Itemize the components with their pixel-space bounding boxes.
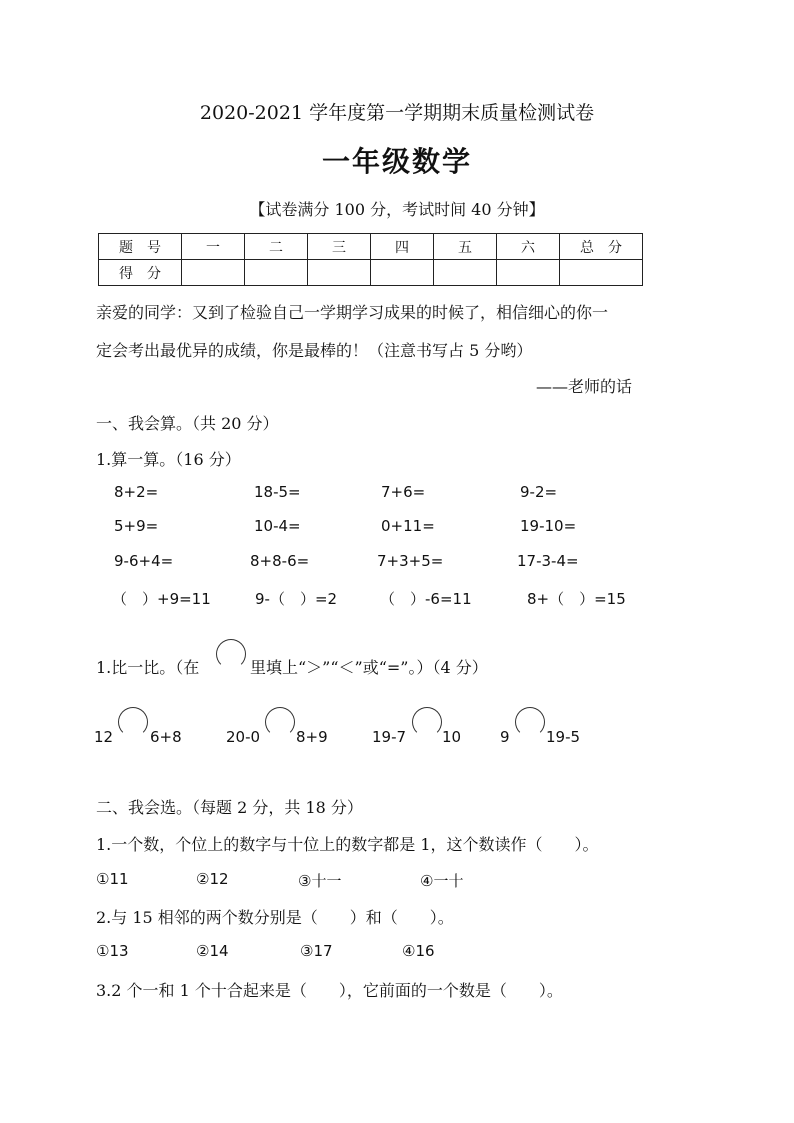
calc-item[interactable]: 17-3-4= (517, 552, 579, 570)
question-2-title-b: 里填上“＞”“＜”或“=”。）（4 分） (250, 658, 488, 677)
score-table-cell: 题 号 (99, 234, 182, 260)
fill-blank-item[interactable]: 9-（ ）=2 (255, 590, 338, 608)
choice-option[interactable]: ①11 (96, 870, 129, 888)
calc-item[interactable]: 18-5= (254, 483, 301, 501)
calc-item[interactable]: 19-10= (520, 517, 577, 535)
compare-left: 20-0 (226, 728, 261, 746)
choice-question-2: 2.与 15 相邻的两个数分别是（ ）和（ ）。 (96, 908, 454, 927)
intro-line-2: 定会考出最优异的成绩，你是最棒的！（注意书写占 5 分哟） (96, 341, 533, 360)
score-table-cell: 总 分 (560, 234, 643, 260)
score-table-header-row (99, 234, 643, 260)
calc-item[interactable]: 7+3+5= (377, 552, 444, 570)
calc-item[interactable]: 7+6= (381, 483, 426, 501)
question-2-title-a: 1.比一比。（在 (96, 658, 200, 677)
section-1-heading: 一、我会算。（共 20 分） (96, 414, 279, 433)
choice-question-3: 3.2 个一和 1 个十合起来是（ ），它前面的一个数是（ ）。 (96, 981, 563, 1000)
score-entry-cell[interactable] (182, 260, 245, 286)
score-entry-cell[interactable] (560, 260, 643, 286)
score-entry-cell[interactable] (245, 260, 308, 286)
calc-item[interactable]: 0+11= (381, 517, 435, 535)
intro-line-1: 亲爱的同学：又到了检验自己一学期学习成果的时候了，相信细心的你一 (96, 303, 609, 322)
compare-right: 19-5 (546, 728, 581, 746)
score-table-cell: 五 (434, 234, 497, 260)
choice-option[interactable]: ②14 (196, 942, 229, 960)
compare-circle[interactable] (515, 707, 545, 737)
fill-blank-item[interactable]: （ ）-6=11 (380, 590, 472, 608)
compare-right: 10 (442, 728, 462, 746)
compare-left: 9 (500, 728, 510, 746)
score-table-cell: 得 分 (99, 260, 182, 286)
score-table-cell: 二 (245, 234, 308, 260)
exam-note: 【试卷满分 100 分，考试时间 40 分钟】 (249, 200, 545, 219)
score-table-cell: 四 (371, 234, 434, 260)
score-table-cell: 六 (497, 234, 560, 260)
choice-option[interactable]: ③17 (300, 942, 333, 960)
score-table (98, 233, 643, 286)
calc-item[interactable]: 10-4= (254, 517, 301, 535)
choice-option[interactable]: ③十一 (298, 872, 342, 890)
calc-item[interactable]: 8+2= (114, 483, 159, 501)
choice-option[interactable]: ④一十 (420, 872, 464, 890)
score-table-cell: 一 (182, 234, 245, 260)
choice-question-1: 1.一个数，个位上的数字与十位上的数字都是 1，这个数读作（ ）。 (96, 835, 599, 854)
compare-right: 6+8 (150, 728, 182, 746)
calc-item[interactable]: 8+8-6= (250, 552, 310, 570)
compare-circle[interactable] (412, 707, 442, 737)
score-table-score-row (99, 260, 643, 286)
circle-blank-icon (216, 639, 246, 669)
intro-signature: ——老师的话 (536, 377, 633, 396)
compare-circle[interactable] (118, 707, 148, 737)
score-entry-cell[interactable] (434, 260, 497, 286)
score-entry-cell[interactable] (371, 260, 434, 286)
section-2-heading: 二、我会选。（每题 2 分，共 18 分） (96, 798, 363, 817)
compare-left: 19-7 (372, 728, 407, 746)
score-entry-cell[interactable] (308, 260, 371, 286)
calc-item[interactable]: 9-6+4= (114, 552, 174, 570)
exam-title: 2020-2021 学年度第一学期期末质量检测试卷 (199, 102, 595, 124)
choice-option[interactable]: ②12 (196, 870, 229, 888)
score-table-cell: 三 (308, 234, 371, 260)
compare-left: 12 (94, 728, 114, 746)
compare-circle[interactable] (265, 707, 295, 737)
fill-blank-item[interactable]: （ ）+9=11 (112, 590, 211, 608)
compare-right: 8+9 (296, 728, 328, 746)
calc-item[interactable]: 5+9= (114, 517, 159, 535)
score-entry-cell[interactable] (497, 260, 560, 286)
fill-blank-item[interactable]: 8+（ ）=15 (527, 590, 626, 608)
choice-option[interactable]: ①13 (96, 942, 129, 960)
subject-title: 一年级数学 (321, 145, 472, 178)
question-1-title: 1.算一算。（16 分） (96, 450, 241, 469)
choice-option[interactable]: ④16 (402, 942, 435, 960)
calc-item[interactable]: 9-2= (520, 483, 558, 501)
